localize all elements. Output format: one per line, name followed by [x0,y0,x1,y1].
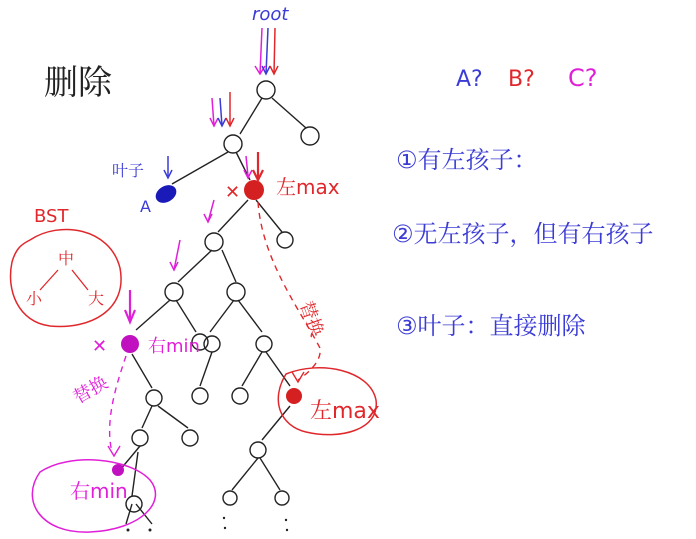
bst-middle: 中 [58,249,75,268]
magenta-replace-path [70,356,126,456]
tree-edges [120,98,306,524]
x-mark-red: ✕ [225,182,241,203]
node [277,232,293,248]
leaf-label: 叶子 [112,161,145,180]
bst-small: 小 [26,289,43,308]
node [227,283,245,301]
node [301,127,319,145]
cases-list [392,146,654,340]
leaf-node-a [112,156,180,216]
node [205,233,223,251]
case-2: ②无左孩子，但有右孩子 [392,220,654,248]
node [275,491,289,505]
bst-title: BST [34,206,69,227]
root-arrows [255,28,278,74]
magenta-delete-node [92,335,200,357]
node [146,390,162,406]
question-b: B? [508,67,535,92]
case-3: ③叶子：直接删除 [396,312,586,340]
node [223,491,237,505]
continuation-dots [127,517,289,532]
left-max-bottom-label: 左max [310,399,380,424]
question-c: C? [568,64,598,92]
question-a: A? [456,67,483,92]
question-labels [456,64,598,92]
x-mark-magenta: ✕ [92,336,108,357]
title-delete: 删除 [44,63,112,103]
right-min-label: 右min [148,336,200,357]
replace-red-label: 替换 [295,298,328,340]
node [132,430,148,446]
left-max-label: 左max [276,175,340,199]
red-delete-node [225,152,340,203]
node [126,496,142,512]
right-min-bottom-label: 右min [70,479,128,503]
replace-magenta-label: 替换 [70,372,112,409]
second-level-arrows [210,92,234,126]
node-root [257,81,275,99]
node [256,336,272,352]
node [250,442,266,458]
node [165,283,183,301]
node [224,135,242,153]
node [204,336,220,352]
node [232,388,248,404]
bst-legend [11,206,122,327]
bst-large: 大 [88,289,105,308]
case-1: ①有左孩子： [396,146,538,174]
root-label: root [252,4,289,25]
left-max-node [278,368,380,435]
node [182,430,198,446]
node [192,388,208,404]
node-a-label: A [140,197,151,216]
